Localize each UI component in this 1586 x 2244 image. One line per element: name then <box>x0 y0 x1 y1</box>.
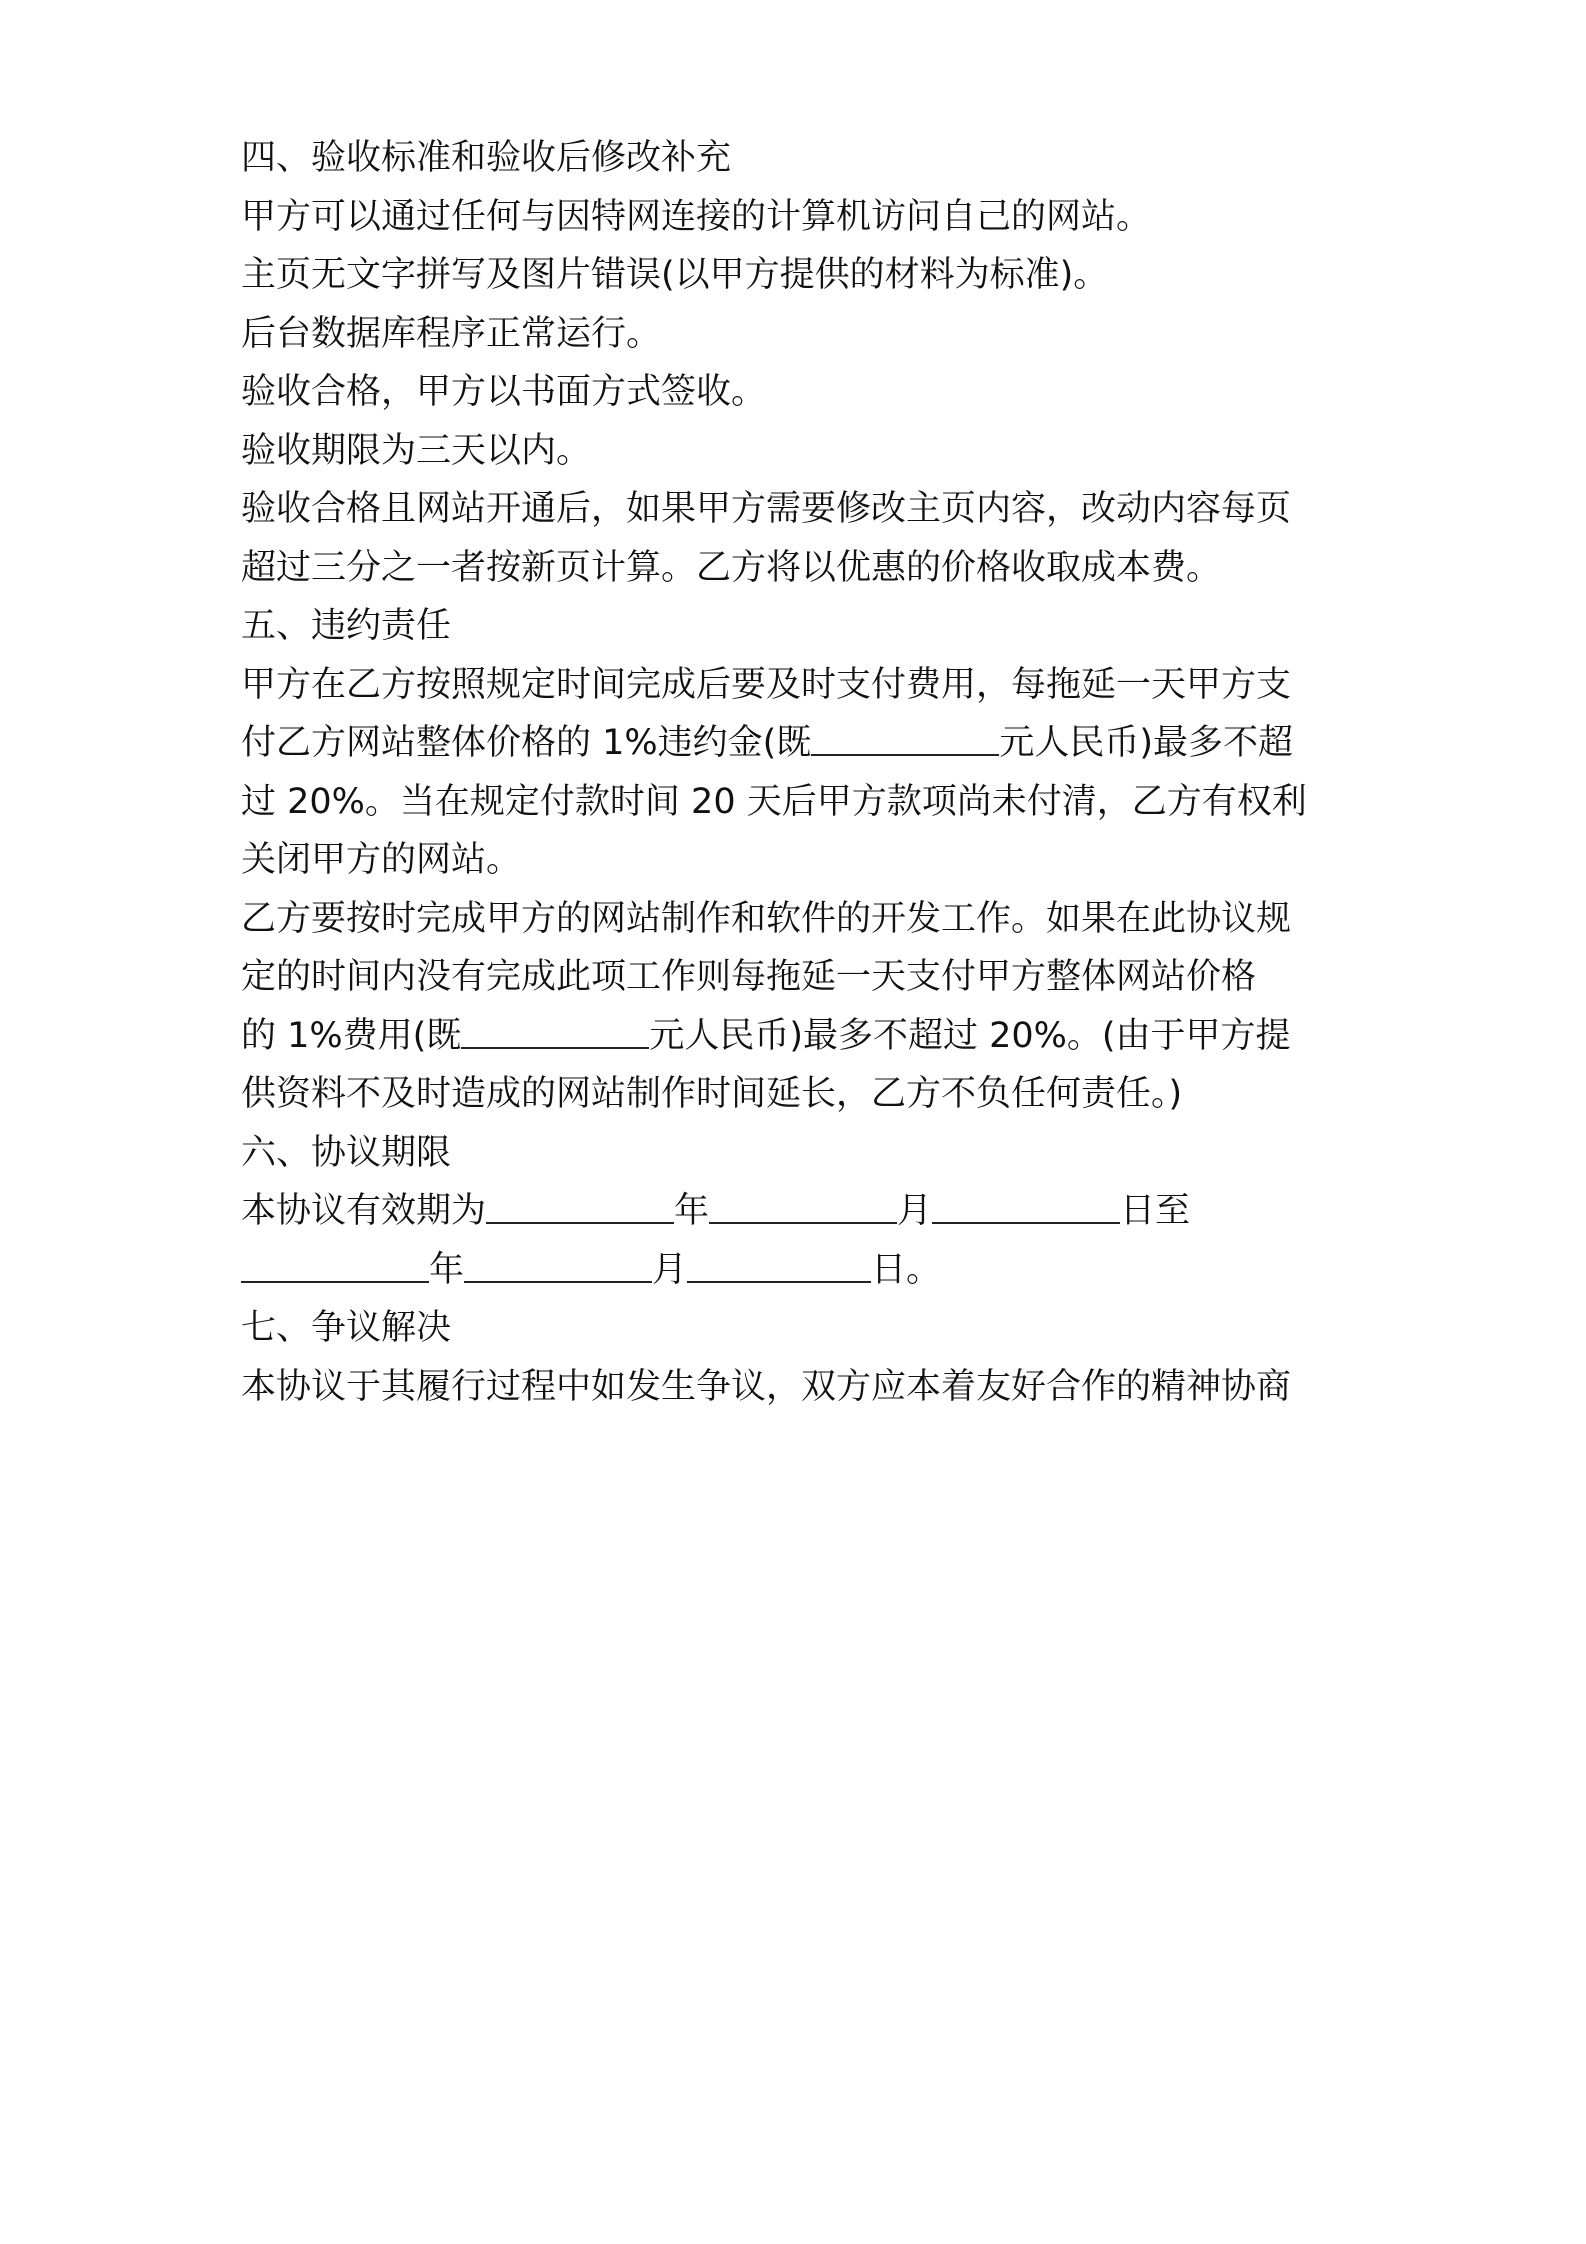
s5-p2-line-b: 定的时间内没有完成此项工作则每拖延一天支付甲方整体网站价格 <box>241 957 1257 997</box>
s5-p2-line-c-pre: 的 1%费用(既 <box>241 1016 462 1056</box>
s5-p1-line-b-post: 元人民币)最多不超 <box>999 723 1293 763</box>
fill-blank-start-month[interactable] <box>709 1186 897 1224</box>
s5-p1-line-a: 甲方在乙方按照规定时间完成后要及时支付费用，每拖延一天甲方支 <box>241 665 1292 705</box>
s5-p2-line-c <box>241 1006 1361 1066</box>
s4-line-6b: 超过三分之一者按新页计算。乙方将以优惠的价格收取成本费。 <box>241 548 1222 588</box>
s5-p2-line-c-post: 元人民币)最多不超过 20%。(由于甲方提 <box>649 1016 1291 1056</box>
s4-line-2: 主页无文字拼写及图片错误(以甲方提供的材料为标准)。 <box>241 255 1109 295</box>
section-5-heading: 五、违约责任 <box>241 606 452 646</box>
s5-p2-line-d: 供资料不及时造成的网站制作时间延长，乙方不负任何责任。) <box>241 1074 1183 1114</box>
fill-blank-end-day[interactable] <box>687 1245 871 1283</box>
fill-blank-fee[interactable] <box>461 1011 649 1049</box>
month-label: 月 <box>897 1191 933 1231</box>
fill-blank-end-year[interactable] <box>241 1245 429 1283</box>
s7-line-1: 本协议于其履行过程中如发生争议，双方应本着友好合作的精神协商 <box>241 1367 1292 1407</box>
s4-line-1: 甲方可以通过任何与因特网连接的计算机访问自己的网站。 <box>241 197 1152 237</box>
fill-blank-start-day[interactable] <box>932 1186 1120 1224</box>
year-label: 年 <box>674 1191 710 1231</box>
section-6-heading: 六、协议期限 <box>241 1133 452 1173</box>
fill-blank-end-month[interactable] <box>464 1245 652 1283</box>
section-4-heading: 四、验收标准和验收后修改补充 <box>241 138 732 178</box>
s5-p1-line-b-pre: 付乙方网站整体价格的 1%违约金(既 <box>241 723 812 763</box>
s6-line-1-pre: 本协议有效期为 <box>241 1191 487 1231</box>
day-to-label: 日至 <box>1120 1191 1191 1231</box>
s6-line-1 <box>241 1181 1361 1241</box>
s6-line-2 <box>241 1240 1361 1300</box>
s4-line-3: 后台数据库程序正常运行。 <box>241 314 662 354</box>
s4-line-5: 验收期限为三天以内。 <box>241 431 592 471</box>
year-label: 年 <box>429 1250 465 1290</box>
s4-line-4: 验收合格，甲方以书面方式签收。 <box>241 372 767 412</box>
s5-p2-line-a: 乙方要按时完成甲方的网站制作和软件的开发工作。如果在此协议规 <box>241 899 1292 939</box>
fill-blank-start-year[interactable] <box>486 1186 674 1224</box>
s4-line-6a: 验收合格且网站开通后，如果甲方需要修改主页内容，改动内容每页 <box>241 489 1292 529</box>
s5-p1-line-d: 关闭甲方的网站。 <box>241 840 522 880</box>
s5-p1-line-c: 过 20%。当在规定付款时间 20 天后甲方款项尚未付清，乙方有权利 <box>241 782 1307 822</box>
s5-p1-line-b <box>241 713 1361 773</box>
section-7-heading: 七、争议解决 <box>241 1308 452 1348</box>
fill-blank-amount[interactable] <box>811 718 999 756</box>
day-end-label: 日。 <box>871 1250 942 1290</box>
month-label: 月 <box>652 1250 688 1290</box>
